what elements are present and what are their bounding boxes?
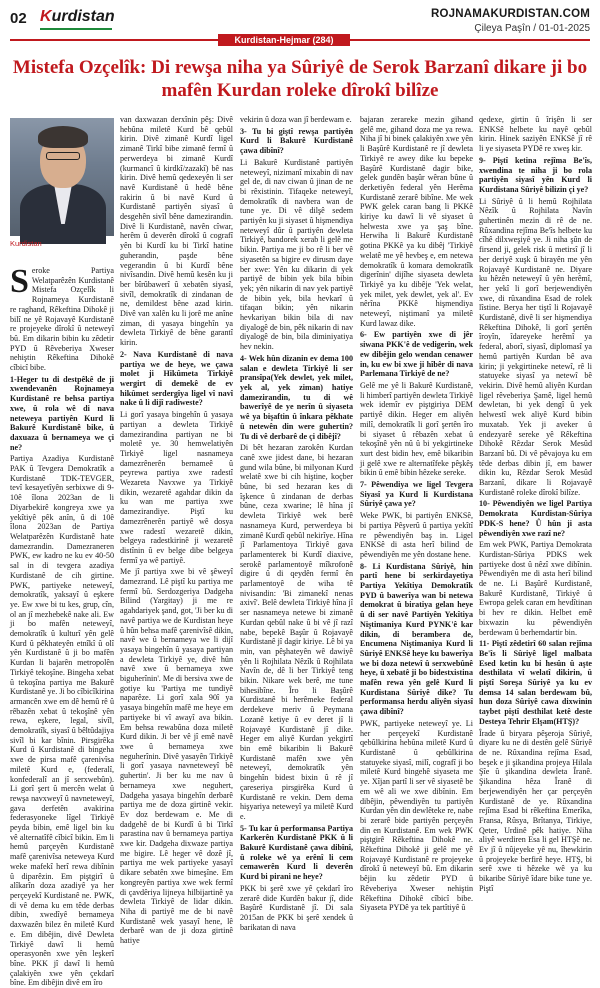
question-3: 3- Tu bi giştî rewşa partiyên Kurd li Bakurê Kurdistanê çawa dibînî? [240,126,353,156]
answer-6: Gelê me yê li Bakurê Kurdistanê, li himberî partiyên dewleta Tirkiyê wek idemîr ev piştgiriya DEM partiyê dikin. Heger em aliyên milî, demokratîk li gorî şertên îro bi siyaset û rêbazên xebat û tekoşînê yên nû û bi yekgirtineke xurt dest bidin hev, emê bikaribin ji gelê xwe re alternatîfeke pêşkêş bikin û emê bibin hêzeke serekе. [360,380,473,478]
article-headline: Mistefa Ozçelîk: Di rewşa niha ya Sûriyê de Serok Barzanî dikare ji bo mafên Kurdan roleke dîrokî bilîze [12,57,588,101]
article-column-3 [240,115,353,932]
section-badge: Kurdistan-Hejmar (284) [218,34,350,46]
answer-11: Îrade û biryara pêşeroja Sûriyê, diyare ku ne di destên gelê Sûriyê de ne. Rûxandina rejîma Esad, beşek e ji şikandina projeya Hilala Şîe û şikandina dewleta Îranê. Şikandina hêza Îranê di berjewendiyên her çar perçeyên Kurdistanê de ye. Rûxandina rejîma Esad bi rêkeftina Emerîka, Fransa, Rûsya, Brîtanya, Tirkiye, Qeter, Urdinê pêk hatiye. Niha aliyê werdiren Esa li gel HTŞê ne. Ev jî û nûjeyeke yê nu, îhewkirin û projeyeke berfirê heye. HTŞ, bi serê xwe ti hêzeke wê ya ku bikaribe Sûriyê îdare bike tune ye. Piştî [479,728,592,893]
portrait-photo [10,118,114,236]
intro-paragraph: Seroke Partiya Welatparêzên Kurdistanê Mistefa Ozçelîk li Rojnameya Kurdistanê re raghand, Rêkeftina Dihokê ji bilî ne yê Rojavayê Kurdistanê re projeyeke dîrokî û neteweyî bû. Em dikarin bibin ku zêdetir PYD û Rêveberiya Xweser nehiştin Rêkeftina Dihokê cîbicî bibe. [10,263,114,373]
answer-5-continued: bajaran zerareke mezin gihand gelê me, gihand doza me ya rewa. Niha jî bi binek çalakiyên xwe yên li Başûrê Kurdistanê re jî dewleta Tirkiyê re awey dike ku bepeke Başûrê Kurdistanê dagir bike, gelek gundên başûr wêran bûne û derketiyên federal yên Herêma Kurdistanê zerarê bibîne. Me wek PWK gelek caran bang li PKKê kiriye ku dawî li vê siyaset û helwesta xwe ya şaş bîne. Herwiha li Bakurê Kurdistanê gotina PKKê ya ku dibêj 'Tirkiyê welatê me yê hevbeş e, em netewa demokratîk û komara demokratîk digerînin' dijîhe siyaseta dewleta Tirkiyê ya ku dibêje 'Yek welat, yek milet, yek dewlet, yek al'. Ev nêrîna PKKê hişmendiya neteweyî, niştimanî ya miletê Kurd lawaz dike. [360,115,473,328]
answer-2: Li gorî yasaya bingehîn û yasaya partiyan a dewleta Tirkiyê damezirandina partiyan ne bi moletê ye. 30 hemwelatiyên Tirkiyê ligel nasnameya damezrênerên bernameê û peyrewa partiya xwe radestî Wezareta Navxwe ya Tirkiyê dikin, wezaretê agahdar dikin da ku wan me partiya xwe damezirandiye. Piştî ku damezrênerên partiyê wê dosya xwe radestî wezaretê dikin, belgeya radestkirinê ji wezaretê distînin û ev belge dibe belgeya fermî ya wê partiyê. [120,410,233,565]
question-4: 4- Wek hûn dizanin ev dema 100 salan e dewleta Tirkiyê li ser pransîpa(Yek dewlet, yek milet, yek al, yek ziman) hatiye damezirandin, tu di wê bawerîyê de ye nerîn û siyaseta wê ya bişaftin û înkara pêkhate û netewên din were guhertin? Tu di vê derbarê de çi dibêjî? [240,353,353,441]
question-2: 2- Nava Kurdistanê di nava partiya we de heye, we çawa molet ji Hikûmeta Tirkiyê wergirt di demekê de ev hikûmet serdergîya ligel vî navî nake û li dijî radiweste? [120,349,233,408]
logo-underline [40,28,112,30]
answer-5: PKK bi şerê xwe yê çekdarî îro zerarê dide Kurdên bakur jî, dide Başûrê Kurdistanê jî. Di sala 2015an de PKK bi şerê xendek û barikatan di nava [240,883,353,932]
article-column-1 [10,263,114,988]
issue-date: Çileya Paşîn / 01-01-2025 [474,23,590,34]
question-6: 6- Ew partiyên xwe di jêr siwana PKK'ê de vedigerin, wek ew dibêjin gelo wendan cenawer in, ku ew bi xwe ji hîbêr di nava Parlemana Tirkiyê de ne? [360,330,473,379]
article-column-4 [360,115,473,913]
page-number: 02 [10,10,27,27]
photo-caption: Kurdistan [10,239,42,248]
question-10: 10- Pêwendiyên we ligel Partiya Demokrata Kurdistan-Sûriya PDK-S hene? Û hûn ji asta pêwendiyên xwe razî ne? [479,499,592,538]
answer-2-continued: Me jî partiya xwe bi vê şêweyî damezrand. Lê piştî ku partiya me fermî bû. Serdozgeriya Dadgeha Bilind (Yargitay) ji me re agahdariyek şand, got, 'Ji ber ku di navê partiya we de Kurdistan heye û hûn behsa mafê çarenivîsê dikin, navê we û bernameya we li dijî yasaya bingehîn û yasaya partiyan a dewleta Tirkiyê ye, divê hûn navê xwe û bernameya xwe biguherînin'. Me di bersiva xwe de gotiye ku 'Partiya me tundiyê naparêze. Li gorî xala 90î ya yasaya bingehîn mafê me heye em partiyeke bi vî awayî ava bikin. Em behsa rewabûna doza miletê Kurd dikin. Ji ber vê jî emê navê xwe û bernameya xwe neguherînin. Divê yasayên Tirkiyê li gorî yasaya navneteweyî bê guhertin'. Ji ber ku me nav û bernameya xwe neguhert, Dadgeha yasaya bingehîn derbarê partiya me de doza girtinê vekir. Ev doz berdewam e. Me di dadgehê de bi Kurdî û bi Tirkî parastina nav û bernameya partiya xwe kir. Dadgeha dixwaze partiya me bigire. Lê heger vê dozê jî, partiya me wek partiyeke yasayî dikare sebatên xwe bimeşîne. Em kongreyên partiya xwe wek fermî di çavdêriya lijneya hilbijartinê ya dewleta Tirkiyê de lidar dikin. Niha di partiyê me de bi navê Kurdistanê wek yasayî hene, lê derbarê wan de ji doza girtinê hatiye [120,567,233,946]
question-8: 8- Li Kurdistana Sûriyê, hin partî hene bi serkirdayetiya Partiya Yekîtiya Demokratîk PYD û bawerîya wan bi netewa demokrat û biratiya gelan heye û di ser navê Partiyên Yekîtiya Niştimaniya Kurd PYNK'ê kar dikin, di berambera de, Encumena Niştimaniya Kurd li Sûriyê ENKSê heye ku bawerîya we bi doza netewî û serxwebûnê heye, û xebatê ji bo bidestxistina mafên rewa yên gelê Kurd li Kurdistana Sûriyê dike? Tu performansa herdu aliyên siyasî çawa dibînî? [360,561,473,717]
question-1: 1-Heger tu di destpêkê de ji xwendevanên Rojnameya Kurdistanê re behsa partiya xwe, û rola wê di nava neteweya partiyên Kurd li Bakurê Kurdistanê bike, û daxuaza û bernameya we çi ne? [10,374,114,452]
question-9: 9- Piştî ketina rejîma Be'îs, xwendina te niha ji bo rola partiyên siyasî yên Kurd li Kurdistana Sûriyê bilizin çi ye? [479,155,592,194]
answer-1: Partiya Azadiya Kurdistanê PAK û Tevgera Demokratîk a Kurdistanê TDK-TEVGER, tevî kesayetîyên serbixwe di 9-10ê îlona 2023an de li Diyarbekirê kongreya xwe ya yekîtiyê pêk anîn, û di 10ê îlona 2023an de Partiya Welatparêzên Kurdistanê hate damezrandin. Damezraneren PWK, ew kadro ne ku ev 40-50 sal in di tevgera azadiya Kurdistanê de cih girtine. PWK, partiyeke neteweyî, demokratîk, yaksayî û eşkere ye. Ew xwe bi tu kes, grup, cîn, ol an jî mezhebekê nake ali. Ew ji bo mafên neteweyî, demokratîk û kulturî yên gelê Kurd û pêkhateyên etnîkî û olî yên Kurdistanê û ji bo mafên Kurdan li bajarên metropolên Tirkiyê tekoşîne. Bingeha xebat û tekoşîna partiya me Bakurê Kurdistanê ye. Ji bo cîbicîkirina armancên xwe em dê hemû rê û rêbazên xebat û tekoşînê yên rewa, eşkere, legal, sivîl, demokratîk, siyasî û bêltûdajiya sivîl bi kar bînin. Pirsgirêka Kurd û Kurdistanê di bingeha xwe de pirsa mafê çarenivîsa miletê Kurd e, (federalî, konfederalî an jî serxwebûn). Li gorî şert û mercên welat û rewşa navxweyî û navneteweyî, gava derfetên avakirina federasyoneke lîgel Tirkiyê peyda bibin, emê ligel bin ku vê alternatîfê cîbicî bikin. Em li hemû parçeyên Kurdistanê mafê çarenivîsa neteweya Kurd weke mafekî herî rewa dibînin û diparêzin. Em piştgirî û alîkarîn doza azadiyê ya her perçeyekî Kurdistanê ne. PWK, di vê dema ku em têde derbas dibin, xwedîyê bernameya daxwazên bilez ên miletê Kurd e. Em dibêjin, divê Dewleta Tirkiyê dawî li hemû operasyonên xwe yên leşkerî bîne. PKK jî dawî li hemû çalakiyên xwe yên çekdarî bîne. Em dibêjin divê em îro [10,454,114,988]
answer-4: Di bêt hezaran zarokên Kurdan canê xwe jidest dane, bi hezaran gund wila bûne, bi milyonan Kurd welatê xwe bi cih hiştine, koçber bûne, bi sed hezaran kes di îşkence û zindanan de derbas bûne, ceza xwarine; lê hîna jî dewleta Tirkiyê wek berê nasnameya Kurd, perwerdeya bi zimanê Kurdî qebûl nekirîye. Hîna jî Parlamentoya Tirkiyê gava parlamenterek bi Kurdî diaxive, serokê parlamentoyê mîkrofonê digire û di qeydên fermî ên parlamentoyê de wiha tê nivisandin: 'Bi zimanekî nenas axivî'. Belê dewleta Tirkiyê hîna jî ser nasnameya netewe bi zimanê Kurdan qebûl nake û bi vê jî razî nabe, bepekê Başûr û Rojavayê Kurdistanê jî dagir kiriye. Lê bi ya min, van pêşhateyên wê dawiyê yên li Rojhilata Nêzîk û Rojhilata Navîn de, dê li ber Tirkiyê teng bikin. Nikare wek berê, me tune bihesibîne. Îro li Başûrê Kurdistanê bi herêmeke federal derdekeve meriv û Peymana Lozanê ketiye û ev deret jî li Rojavayê Kurdistanê jî dike. Heger em aliyê Kurdan yekgirtî bin emê bikaribin li Bakurê Kurdistanê mafên xwe yên neteweyî, demokratîk yên bingehîn bidest bixin û rê jî çareseriya pirsgirêka Kurd û Kurdistanê re vekin. Dem dema hişyariya neteweyî ya miletê Kurd e. [240,443,353,821]
dropcap: S [10,263,29,300]
answer-2-end: vekirin û doza wan jî berdewam e. [240,115,352,124]
answer-10: Em wek PWK, Partiya Demokrata Kurdistan-Sûriya PDKS wek partiyeke dost û nêzî xwe dibînin. Pêwendiyên me di asta herî bilind de ne. Li Başûrê Kurdistanê, Bakurê Kurdistanê, Tirkiyê û Ewropa gelek caran em hevdîtinan bi hev re dikin. Helbet emê bixwazin ku pêwendiyên berdewam û berhemdartir bin. [479,540,592,637]
answer-1-continued: van daxwazan derxînin pêş: Divê hebûna miletê Kurd bê qebûl kirin. Divê zimanê Kurdî ligel zimanê Tirkî bibe zimanê fermî û perwerdeya bi zimanê Kurdî (kurmancî û kirdkî/zazakî) bê nas kirin. Divê hemû qedexeyên li ser navê Kurdistanê û hedê bêne rakirin û bi navê Kurd û Kurdistanê partiyên siyasî û desgehên sivîl bêne damezirandin. Divê li Kurdistanê, navên cîwar, herêm û deverên dîrokî û cografî yên bi Kurdî ku bi Tirkî hatine guherandin, paşde bêne vegerandin û bi Kurdî bêne nivîsandin. Divê hemû kesên ku ji ber bîrûbawerî û xebatên siyasî, sivîl, demokratîk di zindanan de ne, demildest bêne azad kirin. Divê van xalên ku li jorê me anîne ziman, di yasaya bingehîn ya dewleta Tirkiyê de bêne garantî kirin. [120,115,233,348]
answer-7: Weke PWK, bi partiyên ENKSê, bi partiya Pêşverû û partiya yekîtî re pêwendiyên baş in. Ligel ENKSê di asta herî bilind de pêwendiyên me yên dostane hene. [360,511,473,559]
answer-3: Li Bakurê Kurdistanê partiyên neteweyî, nizimanî mixabin di nav gel de, di nav ciwan û jinan de ne bi rêxistinin. Tifaqeke neteweyî, demokratîk di navbera wan de tune ye. Di vê dilşê sedem partiyên ku ji siyaset û hişmendiya neteweyî dûr û partiyên dewleta Tirkiyê, bandorek xerab li gelê me bikin. Partiya me ji bo rê li ber vê siyasetên sa bigire ev dirusm daye ber xwe: Yên ku dikarin di yek partiyê de bibin yek bila bibin yek; yên nikarin di nav yek partiyê de bibin yek, bila hevkarî û tifaqan bikin; yên nikarin hevkariyan bikin bila di nav diyalogê de bin, pêk nikarin di nav diyalogê de bin, bila diminiyatiya hev nekin. [240,157,353,352]
answer-8-continued: qedexe, girtin û îrişên li ser ENKSê helbete ku nayê qebûl kirin. Hinek saziyên ENKSê jî rê li ye siyaseta PYDê re xweş kir. [479,115,592,154]
site-url[interactable]: ROJNAMAKURDISTAN.COM [430,8,590,20]
question-11: 11- Piştî zêdetirî 60 salan rejîma Be'îs li Sûriyê ligel malbata Esed ketin ku bi hesûn û aşte desthilata vî welatî dikirin, û piştî Soreşa Sûriyê ya ku ev demsa 14 salan berdewam bû, hun doza Sûriyê cawa dixwinin taybet piştî desthilat ketê deste Desteya Tehrir Elşam(HTŞ)? [479,639,592,726]
answer-9: Li Sûriyê û li hemû Rojhilata Nêzîk û Rojhilata Navîn guhertinên mezin di rê de ne. Rûxandina rejîma Be'îs helbete ku cîhê dilxweşiyê ye. Ji niha şûn de firsend ji, gelek risk û metirsî jî li ber deriyê xuşk û birayên me yên Rojavayê Kurdistanê ne. Diyare ku hêzên neteweyî û yên herêmî, her yekî li gorî berjewendiyên xwe, di rûxandina Esad de rolek lîstine. Berya her tiştî li Rojavayê Kurdistanê, divê li ser hişmendiya Rêkeftina Dihokê, li gorî şertên îroyîn, îdareyeke herêmî ya federal, aborî, siyasî, diplomasî ya hemû partiyên Kurdan bê ava kirin; ji yekgirtineke netewî, rê li statuyeke siyasî ya netewî bê vekirin. Divê hemû aliyên Kurdan ligel rêveberiya Şamê, ligel hemû dewletan, bi yek dengî û yek helwestî wek aliyê Kurd bibin muxatab. Yek ji aveker û endezyarê sereke yê Rêkeftina Dihokê Rêzdar Serok Mesûd Barzanî bû. Di vê pêvajoya ku em têde derbas dibin jî, em bawer dikin ku, Rêzdar Serok Mesûd Barzanî, dikare li Rojavayê Kurdistanê roleke dîrokî bilîze. [479,196,592,497]
question-5: 5- Tu kar û performansa Partiya Karkerên Kurdistanê PKK û li Bakurê Kurdistanê çawa dibînî, û roleke wê ya erênî li cem cemawerên Kurd li deverên Kurd bi pirani ne heye? [240,823,353,882]
article-column-5 [479,115,592,906]
question-7: 7- Pêwendiya we ligel Tevgera Siyasî ya Kurd li Kurdistana Sûriyê çawa ye? [360,480,473,509]
answer-8: PWK, partiyeke neteweyî ye. Li her perçeyekî Kurdistanê qebûlkirina hebûna miletê Kurd û Kurdistanê û qebûlkirina statuyeke siyasî, milî, cografî ji bo miletê Kurd bingehê siyaseta me ye. Xîjan partî li ser vê siyasetê be em wê ali we xwe dibînin. Em dibêjin, pêwendiyên tu partiyên Kurdan yên din dewlêteke re, nabe bi zerarê bide partiyên perçeyên din en Kurdistanê. Em wek PWK piştgirê Rêkeftina Dihokê ne. Rêkeftina Dihokê ji gelê me yê Rojavayê Kurdistanê re projeyeke dîrokî û neteweyî bû. Em dikarin bêjin ku zêdetir PYD û Rêveberiya Xweser nehiştin Rêkeftina Dihokê cîbicî bibe. Siyaseta PYDê ya tek partîtiyê û [360,718,473,913]
article-column-2 [120,115,233,946]
newspaper-logo: Kurdistan [40,8,115,25]
